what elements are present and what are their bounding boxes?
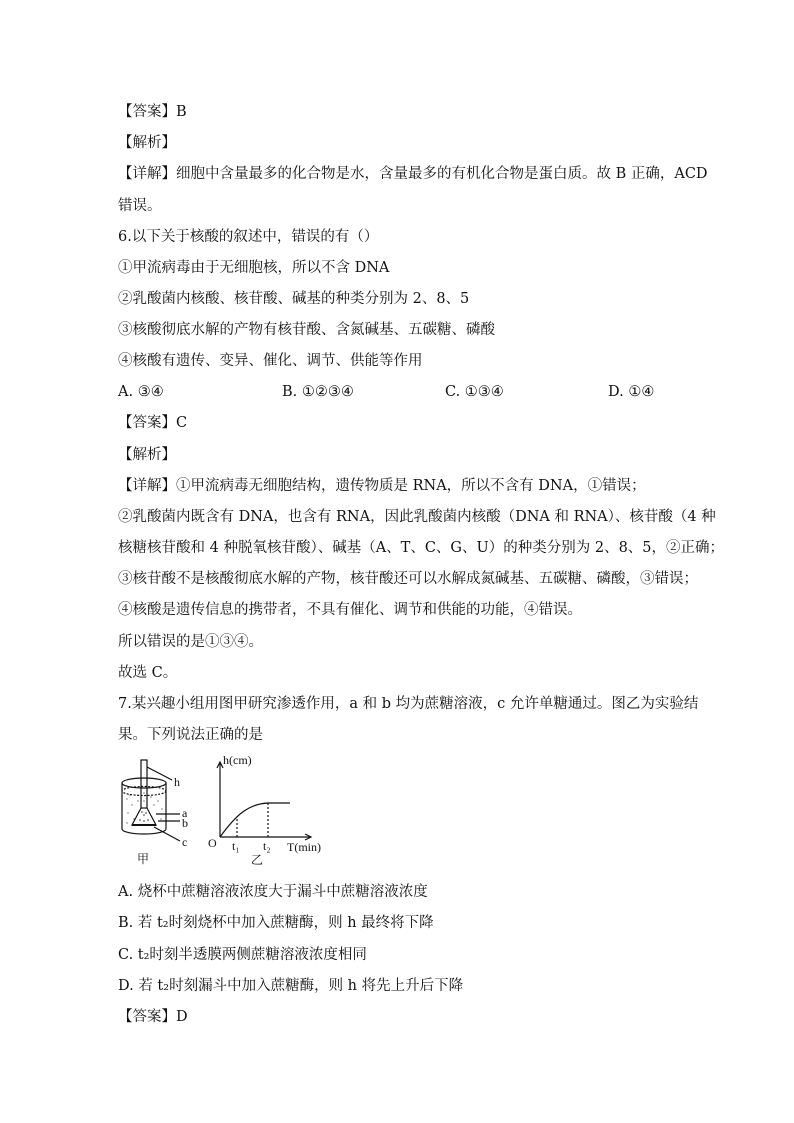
q6-detail-line-5: ④核酸是遗传信息的携带者，不具有催化、调节和供能的功能，④错误。 [118, 602, 582, 618]
q6-analysis-heading: 【解析】 [118, 447, 176, 463]
q7-option-d: D. 若 t₂时刻漏斗中加入蔗糖酶，则 h 将先上升后下降 [118, 978, 464, 994]
q6-option-d: D. ①④ [608, 384, 655, 400]
q6-item-3: ③核酸彻底水解的产物有核苷酸、含氮碱基、五碳糖、磷酸 [118, 322, 495, 338]
label-h: h [174, 775, 180, 789]
q6-option-b: B. ①②③④ [282, 384, 354, 400]
q6-detail-line-3: 核糖核苷酸和 4 种脱氧核苷酸）、碱基（A、T、C、G、U）的种类分别为 2、8、5，②正确； [118, 540, 725, 556]
q5-detail-line-2: 错误。 [118, 198, 162, 214]
q7-stem-line-2: 果。下列说法正确的是 [118, 727, 263, 743]
q5-analysis-heading: 【解析】 [118, 135, 176, 151]
q6-item-4: ④核酸有遗传、变异、催化、调节、供能等作用 [118, 353, 423, 369]
q6-detail-line-2: ②乳酸菌内既含有 DNA，也含有 RNA，因此乳酸菌内核酸（DNA 和 RNA）、核苷酸（4 种 [118, 509, 716, 525]
q6-option-a: A. ③④ [118, 384, 164, 400]
label-yi: 乙 [251, 853, 264, 867]
q7-option-c: C. t₂时刻半透膜两侧蔗糖溶液浓度相同 [118, 947, 367, 963]
label-t2: t₂ [263, 839, 271, 853]
q6-detail-line-4: ③核苷酸不是核酸彻底水解的产物，核苷酸还可以水解成氮碱基、五碳糖、磷酸，③错误； [118, 571, 698, 587]
growth-graph [217, 762, 311, 840]
label-b: b [182, 816, 188, 830]
label-axis-x: T(min) [287, 840, 321, 854]
label-a: a [182, 806, 188, 820]
q6-item-2: ②乳酸菌内核酸、核苷酸、碱基的种类分别为 2、8、5 [118, 291, 470, 307]
label-c: c [182, 835, 188, 849]
q7-answer: 【答案】D [118, 1009, 188, 1025]
q6-answer: 【答案】C [118, 415, 188, 431]
q6-stem: 6.以下关于核酸的叙述中，错误的有（） [118, 229, 379, 245]
label-jia: 甲 [137, 852, 150, 866]
q7-stem-line-1: 7.某兴趣小组用图甲研究渗透作用，a 和 b 均为蔗糖溶液，c 允许单糖通过。图乙为实验结 [118, 696, 699, 712]
q7-option-b: B. 若 t₂时刻烧杯中加入蔗糖酶，则 h 最终将下降 [118, 915, 434, 931]
q7-option-a: A. 烧杯中蔗糖溶液浓度大于漏斗中蔗糖溶液浓度 [118, 884, 428, 900]
q5-detail-line-1: 【详解】细胞中含量最多的化合物是水，含量最多的有机化合物是蛋白质。故 B 正确，ACD [118, 166, 708, 182]
q6-detail-line-1: 【详解】①甲流病毒无细胞结构，遗传物质是 RNA，所以不含有 DNA，①错误； [118, 478, 646, 494]
funnel-body [132, 808, 156, 825]
q6-item-1: ①甲流病毒由于无细胞核，所以不含 DNA [118, 260, 390, 276]
q6-detail-line-7: 故选 C。 [118, 665, 178, 681]
q6-option-c: C. ①③④ [445, 384, 504, 400]
q6-detail-line-6: 所以错误的是①③④。 [118, 634, 263, 650]
h-curve [220, 803, 290, 837]
beaker-rim [122, 778, 166, 788]
q5-answer: 【答案】B [118, 104, 187, 120]
beaker-apparatus [122, 760, 180, 841]
label-axis-y: h(cm) [223, 753, 252, 767]
leader-c [154, 827, 180, 841]
osmosis-figure [118, 753, 338, 869]
label-t1: t₁ [232, 839, 240, 853]
label-origin: O [208, 836, 217, 850]
